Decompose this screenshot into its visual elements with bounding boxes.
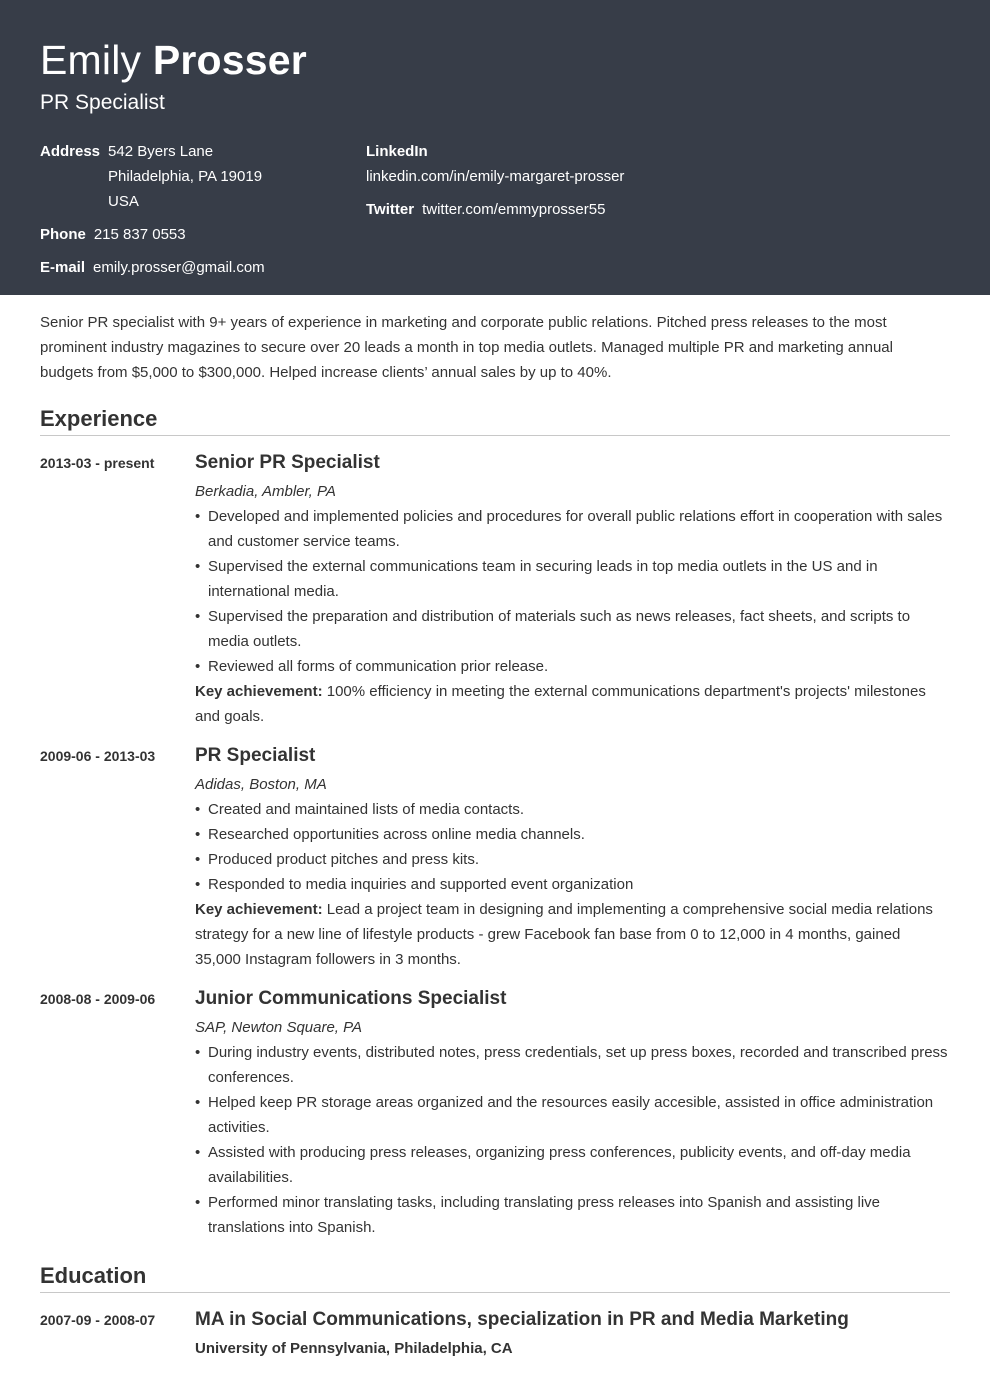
last-name: Prosser	[152, 37, 307, 83]
address-line: USA	[108, 193, 139, 210]
profile-summary: Senior PR specialist with 9+ years of experience in marketing and corporate public relations. Pitched press releases to the most prominent industry magazines to secure over 20 leads a month in top media outlets. Managed multiple PR and marketing annual budgets from $5,000 to $300,000. Helped increase clients’ annual sales by up to 40%.	[40, 314, 893, 381]
entry-organization: Adidas, Boston, MA	[195, 776, 327, 793]
education-entry	[40, 1307, 950, 1361]
key-achievement-label: Key achievement:	[195, 901, 323, 918]
candidate-name	[40, 36, 950, 84]
entry-title: MA in Social Communications, specialization in PR and Media Marketing	[195, 1309, 849, 1330]
experience-entry	[40, 986, 950, 1240]
list-item: • Developed and implemented policies and procedures for overall public relations effort in cooperation with sales and customer service teams.	[195, 504, 950, 554]
phone-label: Phone	[40, 226, 86, 243]
linkedin-label: LinkedIn	[366, 143, 428, 160]
contact-column-left	[40, 139, 360, 280]
education-heading: Education	[40, 1262, 950, 1293]
list-item: • Assisted with producing press releases, organizing press conferences, publicity events, and off-day media availabilities.	[195, 1140, 950, 1190]
list-item: • Helped keep PR storage areas organized and the resources easily accesible, assisted in office administration activities.	[195, 1090, 950, 1140]
address-line: 542 Byers Lane	[108, 143, 214, 160]
key-achievement-text: 100% efficiency in meeting the external communications department's projects' milestones and goals.	[195, 683, 926, 725]
entry-title: Senior PR Specialist	[195, 452, 380, 473]
email-value[interactable]: emily.prosser@gmail.com	[93, 259, 265, 276]
resume-body	[0, 310, 990, 1361]
first-name: Emily	[40, 37, 142, 83]
entry-title: PR Specialist	[195, 745, 316, 766]
experience-entry	[40, 743, 950, 972]
list-item: • Produced product pitches and press kits.	[195, 847, 950, 872]
twitter-row	[366, 197, 866, 222]
key-achievement	[195, 679, 950, 729]
entry-details	[195, 743, 950, 972]
entry-dates: 2013-03 - present	[40, 455, 155, 471]
key-achievement-text: Lead a project team in designing and implementing a comprehensive social media relations strategy for a new line of lifestyle products - grew Facebook fan base from 0 to 12,000 in 4 months, gained 35,000 Instagram followers in 3 months.	[195, 901, 933, 968]
entry-dates: 2009-06 - 2013-03	[40, 748, 156, 764]
linkedin-link[interactable]: linkedin.com/in/emily-margaret-prosser	[366, 168, 625, 185]
key-achievement-label: Key achievement:	[195, 683, 323, 700]
list-item: • Supervised the preparation and distribution of materials such as news releases, fact sheets, and scripts to media outlets.	[195, 604, 950, 654]
entry-organization: University of Pennsylvania, Philadelphia, CA	[195, 1340, 513, 1357]
entry-organization: SAP, Newton Square, PA	[195, 1019, 363, 1036]
experience-entry	[40, 450, 950, 729]
linkedin-row	[366, 139, 866, 189]
phone-value: 215 837 0553	[93, 226, 186, 243]
responsibilities-list	[195, 504, 950, 679]
entry-details	[195, 1307, 950, 1361]
experience-heading: Experience	[40, 405, 950, 436]
entry-details	[195, 986, 950, 1240]
address-label: Address	[40, 143, 101, 160]
address-row	[40, 139, 360, 214]
key-achievement	[195, 897, 950, 972]
address-line: Philadelphia, PA 19019	[108, 168, 263, 185]
list-item: • Researched opportunities across online media channels.	[195, 822, 950, 847]
list-item: • Created and maintained lists of media contacts.	[195, 797, 950, 822]
resume-header	[0, 0, 990, 295]
list-item: • Supervised the external communications team in securing leads in top media outlets in the US and in international media.	[195, 554, 950, 604]
entry-details	[195, 450, 950, 729]
list-item: • During industry events, distributed notes, press credentials, set up press boxes, recorded and transcribed press conferences.	[195, 1040, 950, 1090]
entry-dates: 2008-08 - 2009-06	[40, 991, 156, 1007]
responsibilities-list	[195, 797, 950, 897]
phone-row	[40, 222, 360, 247]
email-row	[40, 255, 360, 280]
contact-column-right	[366, 139, 866, 222]
email-label: E-mail	[40, 259, 86, 276]
entry-title: Junior Communications Specialist	[195, 988, 507, 1009]
list-item: • Responded to media inquiries and supported event organization	[195, 872, 950, 897]
twitter-link[interactable]: twitter.com/emmyprosser55	[422, 201, 606, 218]
responsibilities-list	[195, 1040, 950, 1240]
twitter-label: Twitter	[366, 201, 415, 218]
list-item: • Reviewed all forms of communication prior release.	[195, 654, 950, 679]
entry-organization: Berkadia, Ambler, PA	[195, 483, 336, 500]
list-item: • Performed minor translating tasks, including translating press releases into Spanish and assisting live translations into Spanish.	[195, 1190, 950, 1240]
job-title: PR Specialist	[40, 91, 165, 114]
address-value	[108, 139, 262, 214]
entry-dates: 2007-09 - 2008-07	[40, 1312, 156, 1328]
